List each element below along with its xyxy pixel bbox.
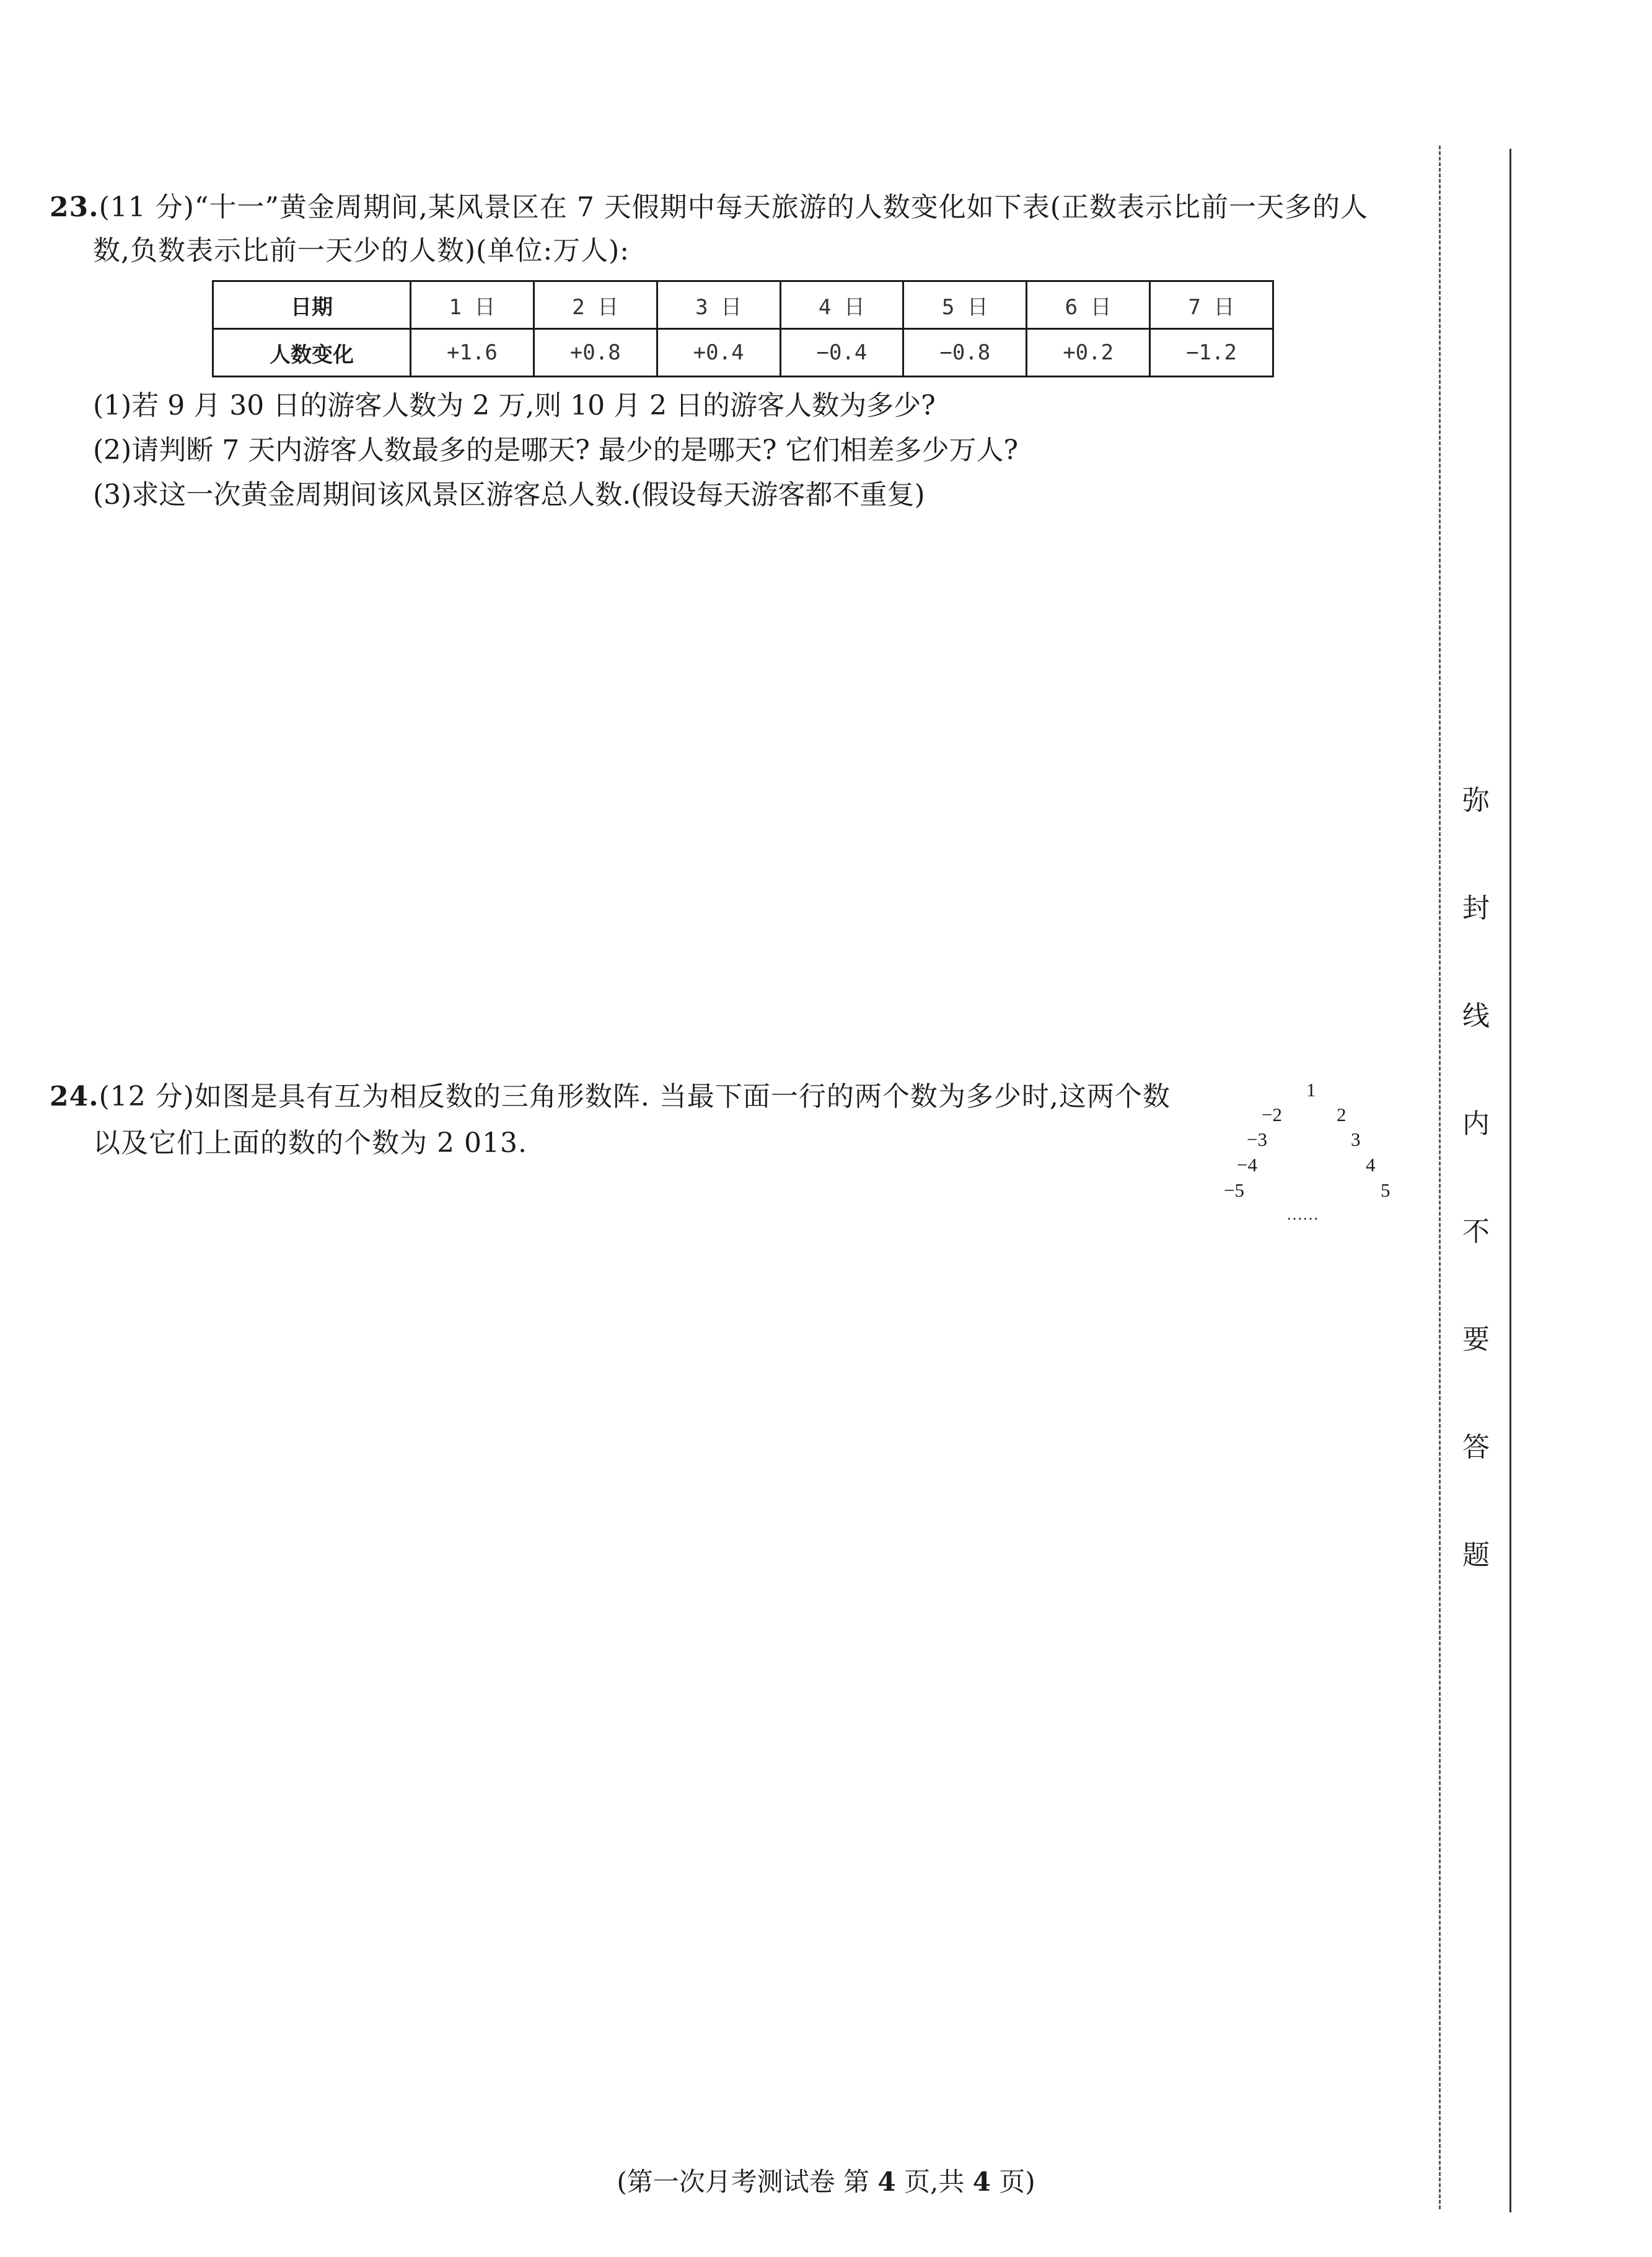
seal-char: 线 (1462, 1000, 1490, 1032)
tourist-change-table (212, 280, 1274, 377)
table-cell-change: +0.4 (657, 329, 780, 377)
seal-char: 不 (1462, 1216, 1490, 1247)
table-cell-day: 7 日 (1150, 281, 1273, 329)
q24-stem-line2: 以及它们上面的数的个数为 2 013. (93, 1127, 527, 1159)
triangle-top: 1 (1306, 1079, 1316, 1101)
footer-suffix: 页) (990, 2167, 1035, 2197)
seal-char: 要 (1462, 1324, 1490, 1355)
table-header-date: 日期 (213, 281, 411, 329)
page-footer (0, 2165, 1652, 2199)
table-header-change: 人数变化 (213, 329, 411, 377)
table-cell-change: −0.8 (903, 329, 1027, 377)
q24-number: 24. (50, 1081, 99, 1112)
q23-number: 23. (50, 191, 99, 223)
seal-char: 答 (1462, 1432, 1490, 1463)
table-cell-day: 1 日 (411, 281, 534, 329)
q23-stem-line2: 数,负数表示比前一天少的人数)(单位:万人): (93, 235, 630, 266)
triangle-right-value: 3 (1351, 1128, 1361, 1150)
triangle-right-value: 2 (1337, 1104, 1347, 1125)
q23-sub2: (2)请判断 7 天内游客人数最多的是哪天? 最少的是哪天? 它们相差多少万人? (93, 434, 1019, 466)
table-row-dates (213, 281, 1273, 329)
triangle-left-value: −2 (1262, 1104, 1282, 1125)
footer-page-number: 4 (877, 2167, 896, 2197)
table-cell-change: −1.2 (1150, 329, 1273, 377)
q23-sub1: (1)若 9 月 30 日的游客人数为 2 万,则 10 月 2 日的游客人数为多少? (93, 390, 936, 421)
q23-line1 (50, 189, 1368, 226)
q24-stem-line1: (12 分)如图是具有互为相反数的三角形数阵. 当最下面一行的两个数为多少时,这两个数 (99, 1081, 1171, 1112)
table-cell-change: −0.4 (780, 329, 903, 377)
triangle-right-value: 5 (1381, 1179, 1391, 1201)
triangle-left-value: −4 (1237, 1154, 1257, 1176)
seal-char: 内 (1462, 1108, 1490, 1140)
footer-prefix: (第一次月考测试卷 第 (617, 2167, 878, 2197)
seal-char: 弥 (1462, 785, 1490, 816)
triangle-left-value: −5 (1224, 1179, 1244, 1201)
q24-line1 (50, 1078, 1171, 1115)
table-cell-day: 6 日 (1027, 281, 1150, 329)
table-cell-day: 5 日 (903, 281, 1027, 329)
table-cell-change: +1.6 (411, 329, 534, 377)
table-row-changes (213, 329, 1273, 377)
footer-total-pages: 4 (972, 2167, 991, 2197)
table-cell-change: +0.2 (1027, 329, 1150, 377)
table-cell-day: 3 日 (657, 281, 780, 329)
triangle-right-value: 4 (1366, 1154, 1376, 1176)
footer-middle: 页,共 (895, 2167, 973, 2197)
q23-stem-line1: (11 分)“十一”黄金周期间,某风景区在 7 天假期中每天旅游的人数变化如下表(正数表示比前一天多的人 (99, 191, 1368, 223)
table-cell-day: 4 日 (780, 281, 903, 329)
q23-sub3: (3)求这一次黄金周期间该风景区游客总人数.(假设每天游客都不重复) (93, 479, 925, 511)
seal-char: 题 (1462, 1539, 1490, 1571)
table-cell-change: +0.8 (534, 329, 657, 377)
triangle-left-value: −3 (1247, 1128, 1267, 1150)
seal-dashed-line (1439, 146, 1441, 2209)
seal-solid-line (1509, 149, 1511, 2212)
triangle-ellipsis: …… (1286, 1205, 1319, 1223)
table-cell-day: 2 日 (534, 281, 657, 329)
seal-char: 封 (1462, 892, 1490, 924)
